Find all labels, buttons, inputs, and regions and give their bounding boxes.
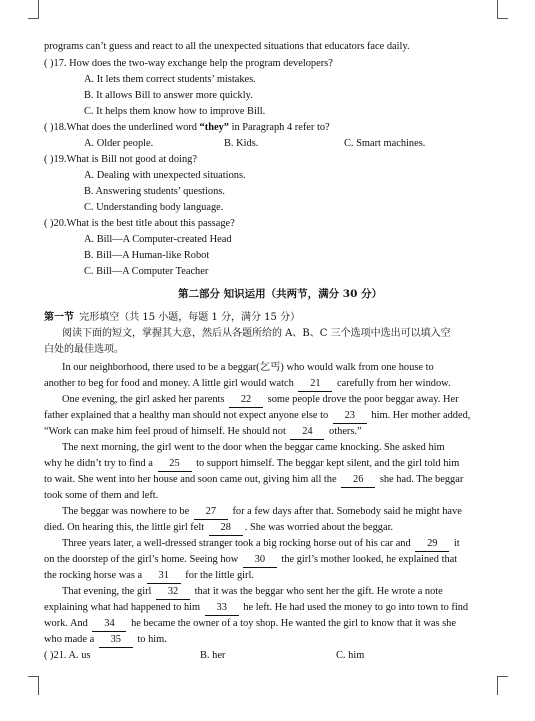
option-21b: B. her	[200, 650, 226, 661]
passage-text: why he didn’t try to find a	[44, 458, 156, 469]
blank-32[interactable]: 32	[156, 585, 190, 600]
blank-24[interactable]: 24	[290, 425, 324, 440]
question-text: 17. How does the two-way exchange help the program developers?	[53, 58, 333, 69]
passage-text: died. On hearing this, the little girl felt	[44, 522, 207, 533]
crop-mark-top-right	[497, 0, 508, 19]
instruction-line-1: 阅读下面的短文，掌握其大意，然后从各题所给的 A、B、C 三个选项中选出可以填入空	[62, 328, 451, 339]
passage-line	[44, 425, 362, 440]
blank-25[interactable]: 25	[158, 457, 192, 472]
blank-31[interactable]: 31	[147, 569, 181, 584]
passage-text: for the little girl.	[182, 570, 254, 581]
option-17b: B. It allows Bill to answer more quickly.	[84, 90, 253, 101]
passage-line: The next morning, the girl went to the door when the beggar came knocking. She asked him	[62, 442, 445, 453]
passage-line	[44, 617, 456, 632]
passage-text: for a few days after that. Somebody said he might have	[229, 506, 462, 517]
passage-line	[44, 473, 463, 488]
section1-title: 完形填空（共 15 小题，每题 1 分，满分 15 分）	[79, 312, 301, 323]
option-20a: A. Bill—A Computer-created Head	[84, 234, 232, 245]
blank-28[interactable]: 28	[209, 521, 243, 536]
answer-paren[interactable]: ( )	[44, 650, 54, 661]
passage-text: others.”	[326, 426, 362, 437]
passage-text: another to beg for food and money. A little girl would watch	[44, 378, 297, 389]
passage-text: father explained that a healthy man should not expect anyone else to	[44, 410, 331, 421]
blank-29[interactable]: 29	[415, 537, 449, 552]
passage-text: him. Her mother added,	[368, 410, 471, 421]
blank-33[interactable]: 33	[205, 601, 239, 616]
passage-text: that it was the beggar who sent her the gift. He wrote a note	[192, 586, 443, 597]
passage-text: he became the owner of a toy shop. He wanted the girl to know that it was she	[128, 618, 456, 629]
passage-text: Three years later, a well-dressed stranger took a big rocking horse out of his car and	[62, 538, 414, 549]
passage-line: took some of them and left.	[44, 490, 159, 501]
answer-paren[interactable]: ( )	[44, 154, 54, 165]
passage-text: work. And	[44, 618, 91, 629]
passage-line	[44, 569, 254, 584]
passage-line	[44, 409, 470, 424]
question-21	[44, 649, 90, 663]
passage-text: carefully from her window.	[334, 378, 451, 389]
blank-27[interactable]: 27	[194, 505, 228, 520]
crop-mark-top-left	[28, 0, 39, 19]
passage-text: explaining what had happened to him	[44, 602, 203, 613]
blank-34[interactable]: 34	[92, 617, 126, 632]
passage-text: to wait. She went into her house and soon came out, giving him all the	[44, 474, 340, 485]
option-17c: C. It helps them know how to improve Bill.	[84, 106, 266, 117]
option-19c: C. Understanding body language.	[84, 202, 224, 213]
blank-26[interactable]: 26	[341, 473, 375, 488]
passage-text: “Work can make him feel proud of himself. He should not	[44, 426, 289, 437]
blank-21[interactable]: 21	[298, 377, 332, 392]
blank-22[interactable]: 22	[229, 393, 263, 408]
passage-text: The beggar was nowhere to be	[62, 506, 192, 517]
passage-text: she had. The beggar	[377, 474, 464, 485]
passage-line	[44, 377, 451, 392]
question-20	[44, 217, 235, 231]
blank-23[interactable]: 23	[333, 409, 367, 424]
passage-text: he left. He had used the money to go into town to find	[240, 602, 469, 613]
option-20b: B. Bill—A Human-like Robot	[84, 250, 210, 261]
option-19a: A. Dealing with unexpected situations.	[84, 170, 246, 181]
passage-line	[62, 505, 462, 520]
passage-line	[62, 393, 459, 408]
passage-text: who made a	[44, 634, 97, 645]
question-text: 20.What is the best title about this passage?	[53, 218, 235, 229]
passage-line	[62, 585, 443, 600]
blank-35[interactable]: 35	[99, 633, 133, 648]
passage-text: the rocking horse was a	[44, 570, 145, 581]
option-20c: C. Bill—A Computer Teacher	[84, 266, 209, 277]
passage-line: In our neighborhood, there used to be a beggar(乞丐) who would walk from one house to	[62, 362, 434, 373]
passage-text: One evening, the girl asked her parents	[62, 394, 228, 405]
option-19b: B. Answering students’ questions.	[84, 186, 225, 197]
section1-heading	[44, 311, 300, 325]
passage-line	[44, 553, 457, 568]
answer-paren[interactable]: ( )	[44, 218, 54, 229]
option-17a: A. It lets them correct students’ mistakes.	[84, 74, 256, 85]
passage-text: some people drove the poor beggar away. Her	[265, 394, 459, 405]
question-18	[44, 121, 330, 135]
question-19	[44, 153, 197, 167]
passage-text: . She was worried about the beggar.	[244, 522, 394, 533]
passage-text: to support himself. The beggar kept silent, and the girl told him	[193, 458, 460, 469]
passage-text: to him.	[134, 634, 167, 645]
passage-line	[62, 537, 460, 552]
question-text-tail: in Paragraph 4 refer to?	[228, 122, 330, 133]
passage-line	[44, 633, 167, 648]
underlined-word: “they”	[199, 122, 229, 133]
question-17	[44, 57, 333, 71]
passage-text: it	[451, 538, 460, 549]
option-21a: 21. A. us	[53, 650, 91, 661]
answer-paren[interactable]: ( )	[44, 58, 54, 69]
intro-tail: programs can’t guess and react to all the unexpected situations that educators face daily.	[44, 41, 410, 52]
question-text: 18.What does the underlined word	[53, 122, 200, 133]
question-text: 19.What is Bill not good at doing?	[53, 154, 197, 165]
section1-label: 第一节	[44, 312, 74, 323]
passage-line	[44, 601, 468, 616]
passage-line	[44, 521, 393, 536]
passage-text: the girl’s mother looked, he explained that	[278, 554, 458, 565]
option-18a: A. Older people.	[84, 138, 154, 149]
passage-line	[44, 457, 459, 472]
instruction-line-2: 白处的最佳选项。	[44, 344, 124, 355]
option-18b: B. Kids.	[224, 138, 259, 149]
answer-paren[interactable]: ( )	[44, 122, 54, 133]
option-18c: C. Smart machines.	[344, 138, 426, 149]
crop-mark-bottom-right	[497, 676, 508, 695]
crop-mark-bottom-left	[28, 676, 39, 695]
blank-30[interactable]: 30	[243, 553, 277, 568]
option-21c: C. him	[336, 650, 365, 661]
passage-text: on the doorstep of the girl’s home. Seeing how	[44, 554, 241, 565]
part2-heading: 第二部分 知识运用（共两节，满分 30 分）	[178, 288, 383, 300]
passage-text: That evening, the girl	[62, 586, 155, 597]
